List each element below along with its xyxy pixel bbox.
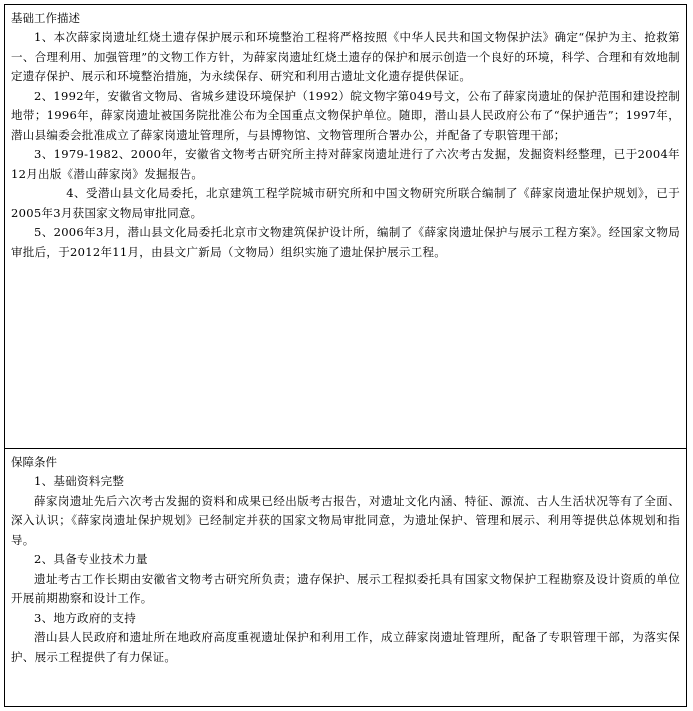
basic-work-cell <box>5 5 686 449</box>
document-table <box>4 4 687 707</box>
basic-work-paragraph-4: 4、受潜山县文化局委托，北京建筑工程学院城市研究所和中国文物研究所联合编制了《薛家岗遗址保护规划》，已于2005年3月获国家文物局审批同意。 <box>11 186 680 220</box>
guarantee-item-2-title: 2、具备专业技术力量 <box>34 552 148 566</box>
guarantee-cell <box>5 449 686 706</box>
guarantee-item-1-title: 1、基础资料完整 <box>34 474 125 488</box>
guarantee-item-2-body: 遗址考古工作长期由安徽省文物考古研究所负责；遗存保护、展示工程拟委托具有国家文物保护工程勘察及设计资质的单位开展前期勘察和设计工作。 <box>11 571 680 605</box>
guarantee-item-1-body: 薛家岗遗址先后六次考古发掘的资料和成果已经出版考古报告，对遗址文化内涵、特征、源流、古人生活状况等有了全面、深入认识；《薛家岗遗址保护规划》已经制定并获的国家文物局审批同意，为遗址保护、管理和展示、利用等提供总体规划和指导。 <box>11 493 680 547</box>
basic-work-heading: 基础工作描述 <box>11 11 80 25</box>
basic-work-paragraph-1: 1、本次薛家岗遗址红烧土遗存保护展示和环境整治工程将严格按照《中华人民共和国文物保护法》确定“保护为主、抢救第一、合理利用、加强管理”的文物工作方针，为薛家岗遗址红烧土遗存的保护和展示创造一个良好的环境，科学、合理和有效地制定遗存保护、展示和环境整治措施，为永续保存、研究和利用古遗址文化遗存提供保证。 <box>11 30 680 83</box>
guarantee-item-3-body: 潜山县人民政府和遗址所在地政府高度重视遗址保护和利用工作，成立薛家岗遗址管理所，配备了专职管理干部，为落实保护、展示工程提供了有力保证。 <box>11 630 680 664</box>
guarantee-heading: 保障条件 <box>11 455 57 469</box>
basic-work-paragraph-3: 3、1979-1982、2000年，安徽省文物考古研究所主持对薛家岗遗址进行了六次考古发掘，发掘资料经整理，已于2004年12月出版《潜山薛家岗》发掘报告。 <box>11 147 680 181</box>
guarantee-item-3-title: 3、地方政府的支持 <box>34 610 137 625</box>
basic-work-paragraph-5: 5、2006年3月，潜山县文化局委托北京市文物建筑保护设计所，编制了《薛家岗遗址保护与展示工程方案》。经国家文物局审批后，于2012年11月，由县文广新局（文物局）组织实施了遗址保护展示工程。 <box>11 225 680 259</box>
basic-work-paragraph-2: 2、1992年，安徽省文物局、省城乡建设环境保护（1992）皖文物字第049号文，公布了薛家岗遗址的保护范围和建设控制地带；1996年，薛家岗遗址被国务院批准公布为全国重点文物保护单位。随即，潜山县人民政府公布了“保护通告”；1997年，潜山县编委会批准成立了薛家岗遗址管理所，与县博物馆、文物管理所合署办公，并配备了专职管理干部； <box>11 88 680 142</box>
